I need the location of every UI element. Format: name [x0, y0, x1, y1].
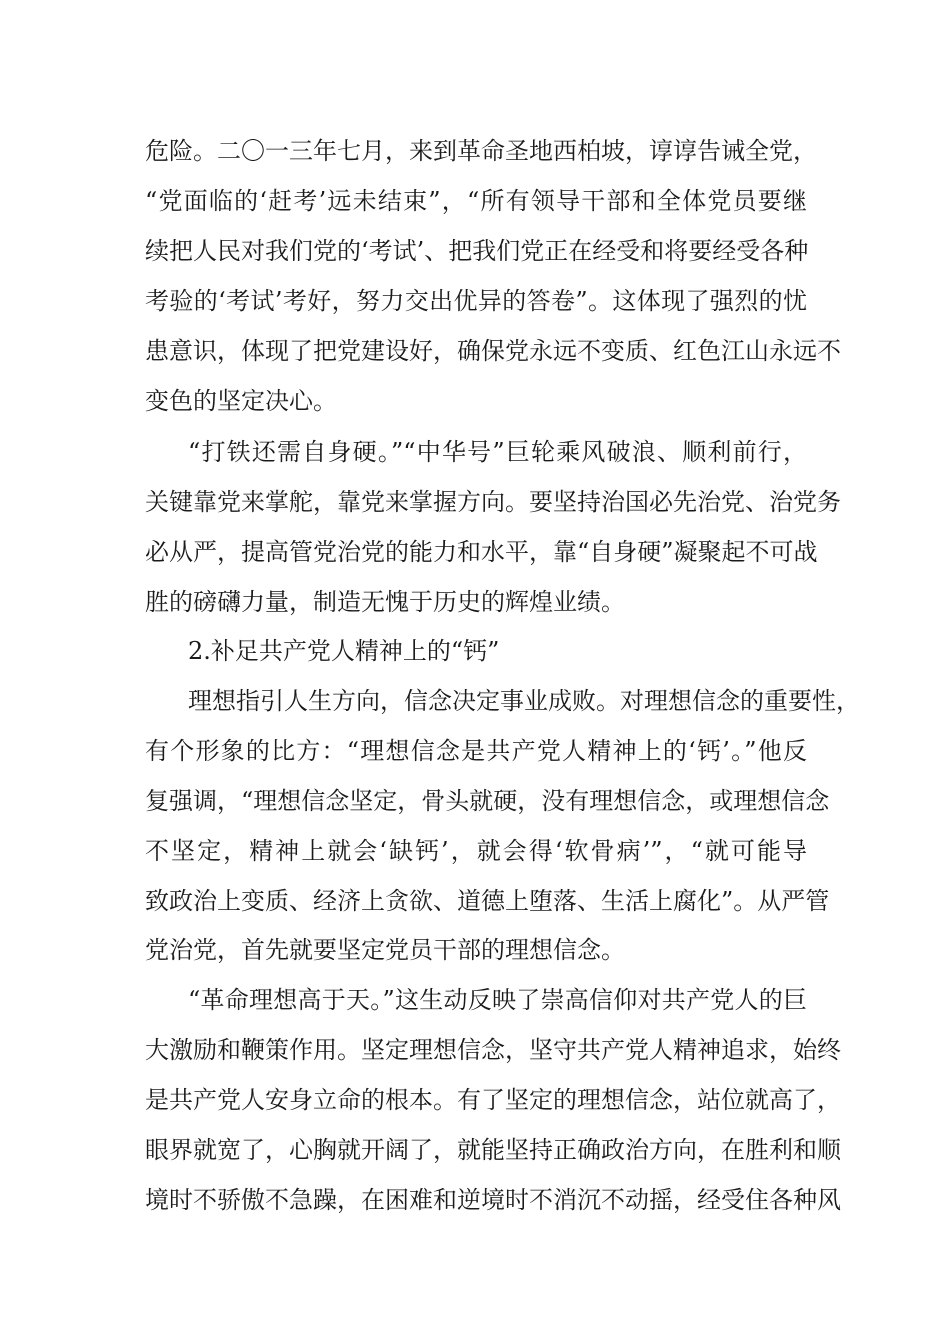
text-line: 必从严，提高管党治党的能力和水平，靠“自身硬”凝聚起不可战: [145, 538, 818, 566]
paragraph-first-line: “革命理想高于天。”这生动反映了崇高信仰对共产党人的巨: [188, 986, 807, 1014]
text-line: 危险。二〇一三年七月，来到革命圣地西柏坡，谆谆告诫全党，: [145, 137, 817, 165]
text-line: 大激励和鞭策作用。坚定理想信念，坚守共产党人精神追求，始终: [145, 1036, 841, 1064]
text-line: 不坚定，精神上就会‘缺钙’，就会得‘软骨病’”，“就可能导: [145, 837, 807, 865]
text-line: 是共产党人安身立命的根本。有了坚定的理想信念，站位就高了，: [145, 1086, 841, 1114]
text-line: 胜的磅礴力量，制造无愧于历史的辉煌业绩。: [145, 588, 625, 616]
text-line: 续把人民对我们党的‘考试’、把我们党正在经受和将要经受各种: [145, 237, 809, 265]
text-line: 考验的‘考试’考好，努力交出优异的答卷”。这体现了强烈的忧: [145, 287, 807, 315]
text-line: 眼界就宽了，心胸就开阔了，就能坚持正确政治方向，在胜利和顺: [145, 1136, 841, 1164]
text-line: 致政治上变质、经济上贪欲、道德上堕落、生活上腐化”。从严管: [145, 887, 830, 915]
paragraph-first-line: “打铁还需自身硬。”“中华号”巨轮乘风破浪、顺利前行，: [188, 438, 807, 466]
text-line: 复强调，“理想信念坚定，骨头就硬，没有理想信念，或理想信念: [145, 787, 830, 815]
text-line: 患意识，体现了把党建设好，确保党永远不变质、红色江山永远不: [145, 337, 841, 365]
text-line: 有个形象的比方：“理想信念是共产党人精神上的‘钙’。”他反: [145, 737, 807, 765]
paragraph-first-line: 理想指引人生方向，信念决定事业成败。对理想信念的重要性，: [188, 687, 860, 715]
text-line: “党面临的‘赶考’远未结束”，“所有领导干部和全体党员要继: [145, 187, 807, 215]
text-line: 党治党，首先就要坚定党员干部的理想信念。: [145, 936, 625, 964]
text-line: 关键靠党来掌舵，靠党来掌握方向。要坚持治国必先治党、治党务: [145, 488, 841, 516]
section-heading: 2.补足共产党人精神上的“钙”: [188, 637, 500, 665]
text-line: 境时不骄傲不急躁，在困难和逆境时不消沉不动摇，经受住各种风: [145, 1186, 841, 1214]
text-line: 变色的坚定决心。: [145, 387, 337, 415]
